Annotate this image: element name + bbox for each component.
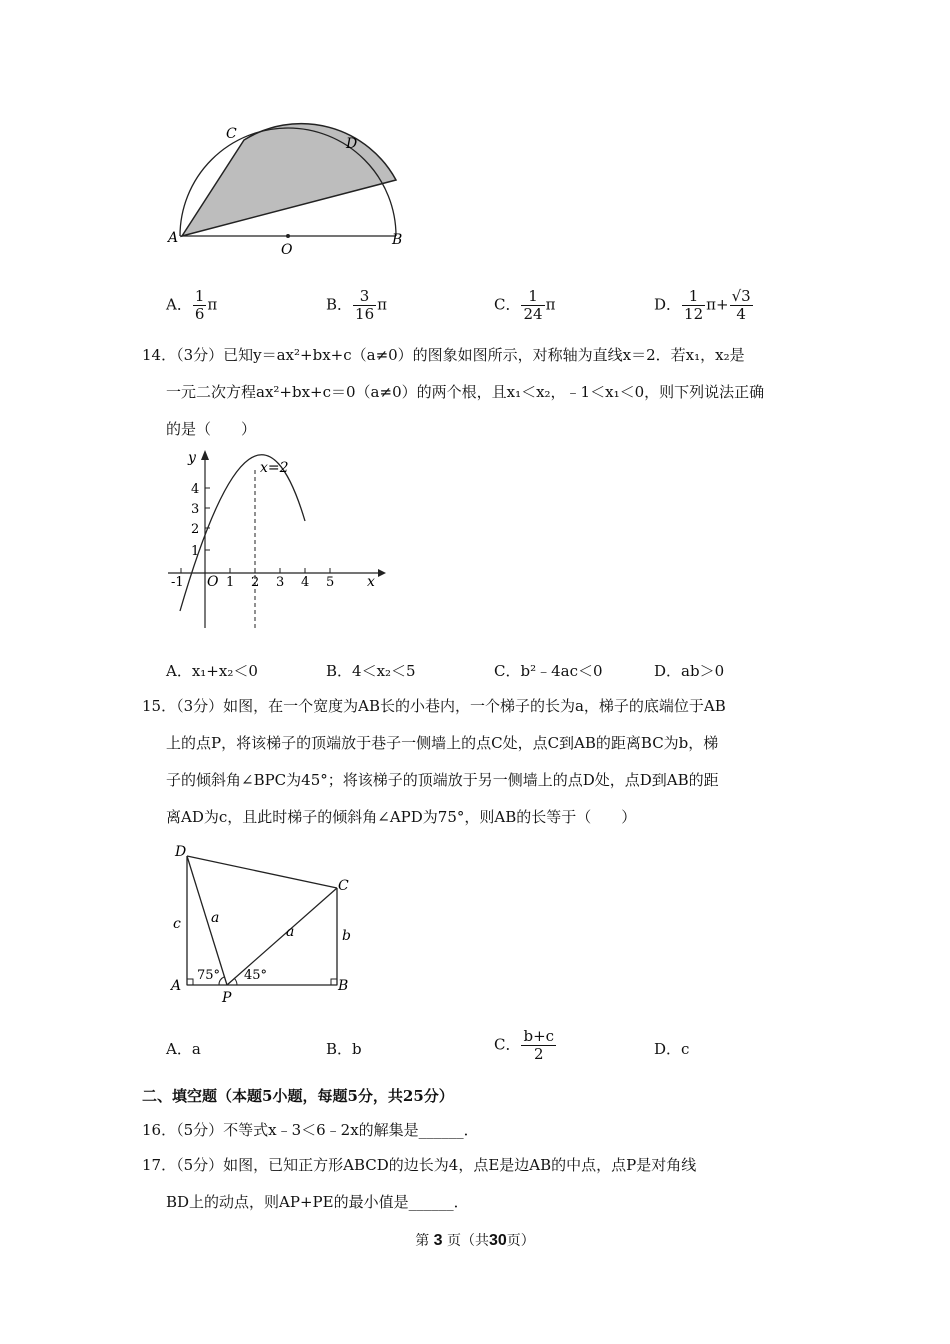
q15-line-1: 15．（3分）如图，在一个宽度为AB长的小巷内，一个梯子的长为a，梯子的底端位于AB bbox=[142, 697, 726, 715]
q17-line-1: 17．（5分）如图，已知正方形ABCD的边长为4，点E是边AB的中点，点P是对角线 bbox=[142, 1156, 697, 1174]
q14-x-tick-4: 4 bbox=[301, 575, 310, 590]
q14-x-tick-m1: -1 bbox=[171, 575, 184, 590]
q13-option-d: D． $\frac{1}{12}$ π+ $\frac{√3}{4}$ bbox=[654, 287, 751, 323]
q15-line-2: 上的点P，将该梯子的顶端放于巷子一侧墙上的点C处，点C到AB的距离BC为b，梯 bbox=[166, 734, 719, 752]
q14-option-d: D．ab＞0 bbox=[654, 662, 725, 680]
q14-axis-label: x=2 bbox=[260, 460, 289, 476]
q15-label-d: D bbox=[175, 844, 187, 860]
q17-line-2: BD上的动点，则AP+PE的最小值是______． bbox=[166, 1193, 469, 1211]
q15-option-a: A．a bbox=[166, 1040, 201, 1058]
q14-option-c: C．b²﹣4ac＜0 bbox=[494, 662, 603, 680]
q13-option-a: A． $\frac{1}{6}$ π bbox=[166, 287, 218, 323]
page-footer: 第 3 页（共30页） bbox=[415, 1232, 535, 1249]
q15-label-c-side: c bbox=[173, 916, 181, 932]
q14-line-1: 14．（3分）已知y＝ax²+bx+c（a≠0）的图象如图所示，对称轴为直线x＝2．若x₁，x₂是 bbox=[142, 346, 745, 364]
q13-label-o: O bbox=[281, 242, 293, 258]
q14-y-tick-4: 4 bbox=[191, 482, 200, 497]
q15-label-c: C bbox=[338, 878, 349, 894]
q14-y-tick-2: 2 bbox=[191, 522, 200, 537]
q13-label-a: A bbox=[168, 230, 179, 246]
q13-label-b: B bbox=[392, 232, 403, 248]
q14-line-2: 一元二次方程ax²+bx+c＝0（a≠0）的两个根，且x₁＜x₂，﹣1＜x₁＜0，则下列说法正确 bbox=[166, 383, 765, 401]
q15-label-b-side: b bbox=[342, 928, 351, 944]
q15-label-b: B bbox=[338, 978, 349, 994]
q14-line-3: 的是（ ） bbox=[166, 420, 257, 438]
q15-label-p: P bbox=[222, 990, 232, 1005]
q13-option-c: C． $\frac{1}{24}$ π bbox=[494, 287, 556, 323]
q15-label-a2: a bbox=[286, 924, 295, 940]
q15-angle-75: 75° bbox=[197, 968, 221, 983]
q15-option-c: C． $\frac{b+c}{2}$ bbox=[494, 1027, 555, 1063]
q13-figure bbox=[160, 120, 420, 260]
q14-x-tick-3: 3 bbox=[276, 575, 285, 590]
q13-option-b: B． $\frac{3}{16}$ π bbox=[326, 287, 387, 323]
q16-text: 16．（5分）不等式x﹣3＜6﹣2x的解集是______． bbox=[142, 1121, 479, 1139]
q14-x-tick-1: 1 bbox=[226, 575, 235, 590]
q14-option-a: A．x₁+x₂＜0 bbox=[166, 662, 258, 680]
q15-line-4: 离AD为c，且此时梯子的倾斜角∠APD为75°，则AB的长等于（ ） bbox=[166, 808, 637, 826]
q14-y-label: y bbox=[188, 450, 196, 466]
q14-graph bbox=[160, 448, 390, 633]
q14-origin: O bbox=[207, 574, 219, 590]
q14-y-tick-3: 3 bbox=[191, 502, 200, 517]
total-pages: 30 bbox=[489, 1232, 507, 1249]
q15-line-3: 子的倾斜角∠BPC为45°；将该梯子的顶端放于另一侧墙上的点D处，点D到AB的距 bbox=[166, 771, 719, 789]
q14-y-tick-1: 1 bbox=[191, 544, 200, 559]
q15-angle-45: 45° bbox=[244, 968, 268, 983]
q15-option-d: D．c bbox=[654, 1040, 690, 1058]
q14-x-tick-2: 2 bbox=[251, 575, 260, 590]
q14-option-b: B．4＜x₂＜5 bbox=[326, 662, 416, 680]
q13-label-c: C bbox=[226, 126, 237, 142]
q14-x-label: x bbox=[367, 574, 375, 590]
q15-label-a1: a bbox=[211, 910, 220, 926]
q15-figure bbox=[165, 840, 365, 1005]
q15-label-a: A bbox=[171, 978, 182, 994]
q15-option-b: B．b bbox=[326, 1040, 362, 1058]
q14-x-tick-5: 5 bbox=[326, 575, 335, 590]
page-number: 3 bbox=[433, 1232, 443, 1249]
section-2-title: 二、填空题（本题5小题，每题5分，共25分） bbox=[142, 1087, 454, 1105]
q13-label-d: D bbox=[346, 136, 358, 152]
